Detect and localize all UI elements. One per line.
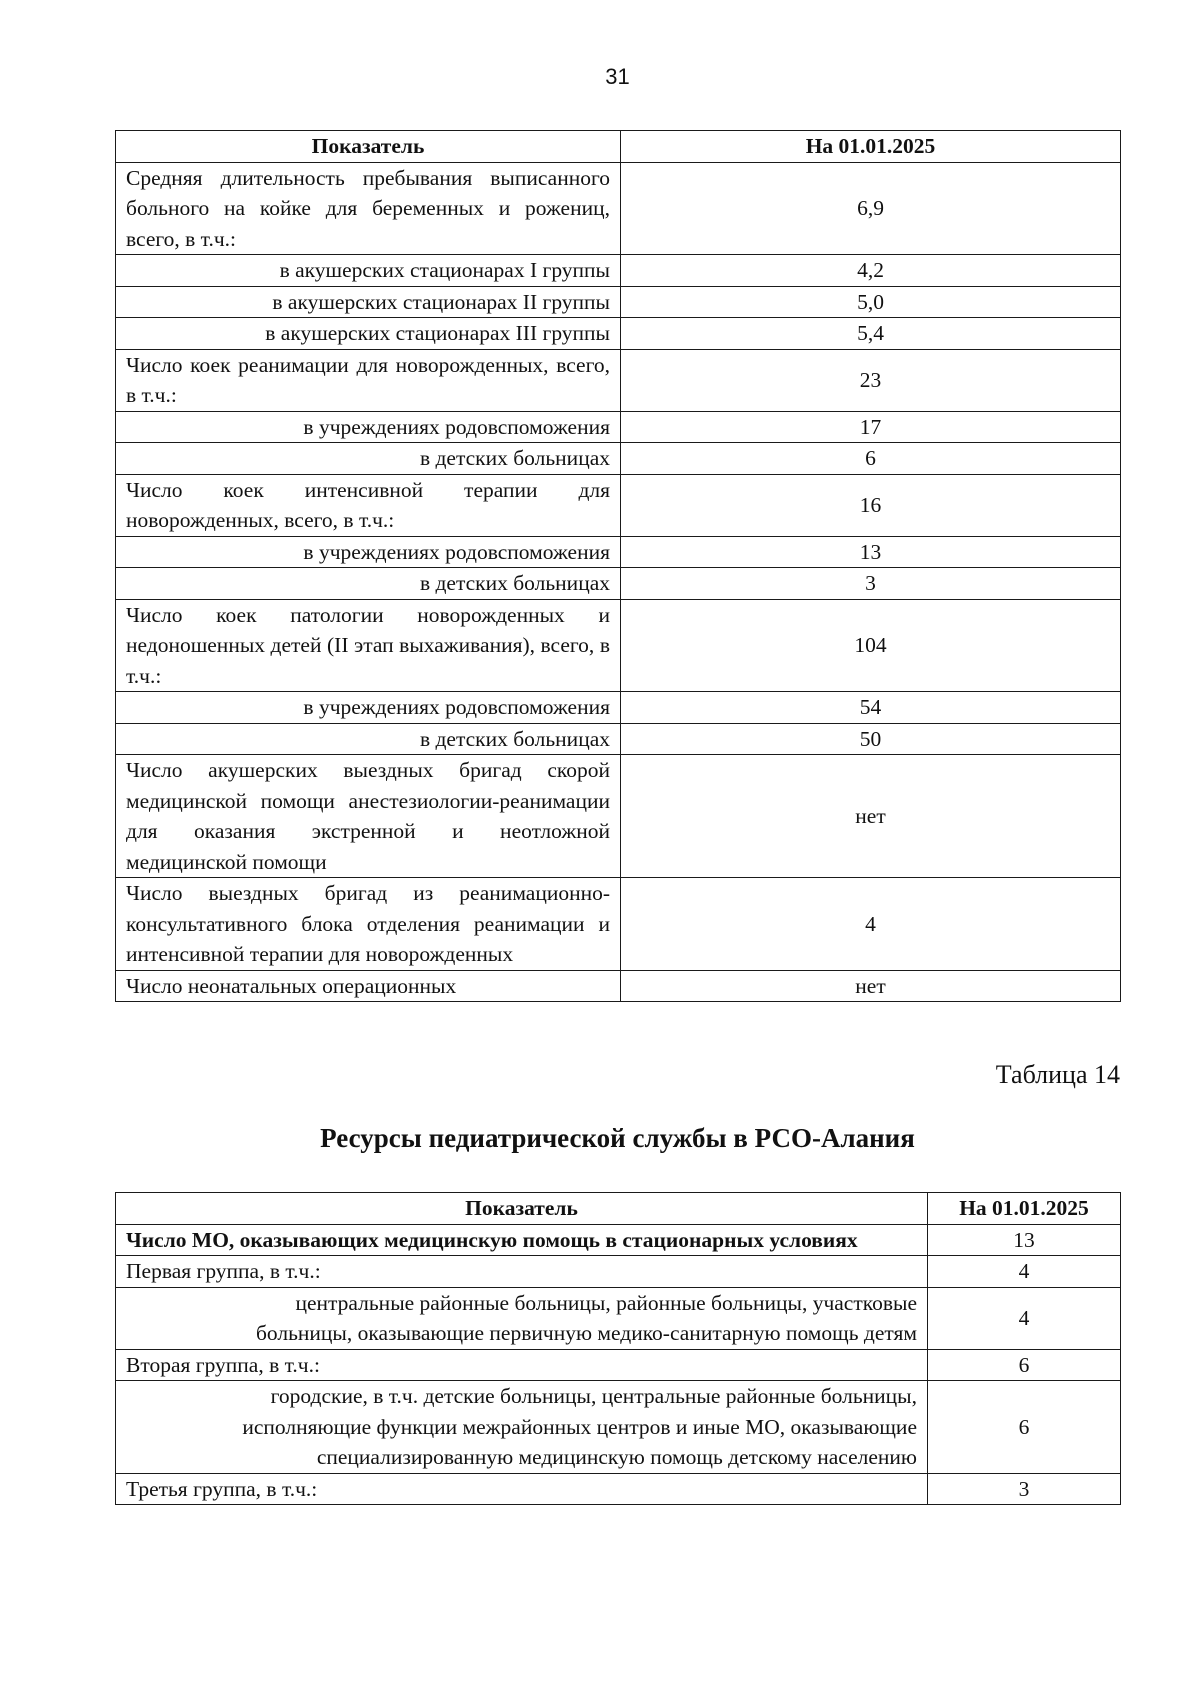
table-row bbox=[116, 755, 1121, 878]
pediatric-resources-table bbox=[115, 1192, 1121, 1505]
row-value: 4 bbox=[621, 878, 1121, 971]
table-header-row bbox=[116, 131, 1121, 163]
row-label: в акушерских стационарах II группы bbox=[116, 286, 621, 318]
row-label: Первая группа, в т.ч.: bbox=[116, 1256, 928, 1288]
table-row bbox=[116, 692, 1121, 724]
row-label: в акушерских стационарах III группы bbox=[116, 318, 621, 350]
row-value: 104 bbox=[621, 599, 1121, 692]
column-header-indicator: Показатель bbox=[116, 131, 621, 163]
row-label: в учреждениях родовспоможения bbox=[116, 411, 621, 443]
row-label: в учреждениях родовспоможения bbox=[116, 536, 621, 568]
row-value: 17 bbox=[621, 411, 1121, 443]
row-value: нет bbox=[621, 970, 1121, 1002]
row-label: Число коек интенсивной терапии для новорожденных, всего, в т.ч.: bbox=[116, 474, 621, 536]
table-row bbox=[116, 599, 1121, 692]
row-label: в детских больницах bbox=[116, 723, 621, 755]
row-label: Число неонатальных операционных bbox=[116, 970, 621, 1002]
row-value: 5,0 bbox=[621, 286, 1121, 318]
row-value: 6 bbox=[928, 1349, 1121, 1381]
row-value: 13 bbox=[621, 536, 1121, 568]
table-title: Ресурсы педиатрической службы в РСО-Алания bbox=[320, 1123, 915, 1153]
column-header-date: На 01.01.2025 bbox=[928, 1193, 1121, 1225]
table-row bbox=[116, 568, 1121, 600]
table-row bbox=[116, 1287, 1121, 1349]
table-row bbox=[116, 723, 1121, 755]
row-value: 13 bbox=[928, 1224, 1121, 1256]
row-value: 4,2 bbox=[621, 255, 1121, 287]
row-label: в детских больницах bbox=[116, 568, 621, 600]
row-value: 6 bbox=[928, 1381, 1121, 1474]
table-row bbox=[116, 1349, 1121, 1381]
table-row bbox=[116, 1381, 1121, 1474]
row-label: Число МО, оказывающих медицинскую помощь в стационарных условиях bbox=[116, 1224, 928, 1256]
table-row bbox=[116, 255, 1121, 287]
row-label: Число коек патологии новорожденных и недоношенных детей (II этап выхаживания), всего, в т.ч.: bbox=[116, 599, 621, 692]
table-row bbox=[116, 286, 1121, 318]
table-row bbox=[116, 878, 1121, 971]
row-value: 3 bbox=[928, 1473, 1121, 1505]
table-row bbox=[116, 318, 1121, 350]
row-value: 50 bbox=[621, 723, 1121, 755]
row-value: 54 bbox=[621, 692, 1121, 724]
table-caption: Таблица 14 bbox=[995, 1060, 1120, 1089]
table-row bbox=[116, 162, 1121, 255]
row-label: Число коек реанимации для новорожденных, всего, в т.ч.: bbox=[116, 349, 621, 411]
row-label: в учреждениях родовспоможения bbox=[116, 692, 621, 724]
row-label: в детских больницах bbox=[116, 443, 621, 475]
row-label: Число выездных бригад из реанимационно-консультативного блока отделения реанимации и интенсивной терапии для новорожденных bbox=[116, 878, 621, 971]
table-row bbox=[116, 1224, 1121, 1256]
row-value: 16 bbox=[621, 474, 1121, 536]
row-label: в акушерских стационарах I группы bbox=[116, 255, 621, 287]
row-value: 6,9 bbox=[621, 162, 1121, 255]
row-value: нет bbox=[621, 755, 1121, 878]
table-header-row bbox=[116, 1193, 1121, 1225]
row-label: центральные районные больницы, районные больницы, участковые больницы, оказывающие первичную медико-санитарную помощь детям bbox=[116, 1287, 928, 1349]
table-row bbox=[116, 349, 1121, 411]
table-row bbox=[116, 1473, 1121, 1505]
row-value: 23 bbox=[621, 349, 1121, 411]
row-label: Третья группа, в т.ч.: bbox=[116, 1473, 928, 1505]
table-row bbox=[116, 411, 1121, 443]
table-row bbox=[116, 970, 1121, 1002]
page-number: 31 bbox=[605, 64, 630, 89]
table-row bbox=[116, 536, 1121, 568]
row-value: 5,4 bbox=[621, 318, 1121, 350]
row-value: 6 bbox=[621, 443, 1121, 475]
row-value: 4 bbox=[928, 1256, 1121, 1288]
table-row bbox=[116, 474, 1121, 536]
row-value: 3 bbox=[621, 568, 1121, 600]
table-row bbox=[116, 443, 1121, 475]
row-label: Вторая группа, в т.ч.: bbox=[116, 1349, 928, 1381]
table-row bbox=[116, 1256, 1121, 1288]
row-label: Число акушерских выездных бригад скорой медицинской помощи анестезиологии-реанимации для оказания экстренной и неотложной медицинской помощи bbox=[116, 755, 621, 878]
column-header-indicator: Показатель bbox=[116, 1193, 928, 1225]
column-header-date: На 01.01.2025 bbox=[621, 131, 1121, 163]
row-label: городские, в т.ч. детские больницы, центральные районные больницы, исполняющие функции межрайонных центров и иные МО, оказывающие специализированную медицинскую помощь детскому населению bbox=[116, 1381, 928, 1474]
row-label: Средняя длительность пребывания выписанного больного на койке для беременных и рожениц, всего, в т.ч.: bbox=[116, 162, 621, 255]
resources-table-13 bbox=[115, 130, 1121, 1002]
row-value: 4 bbox=[928, 1287, 1121, 1349]
